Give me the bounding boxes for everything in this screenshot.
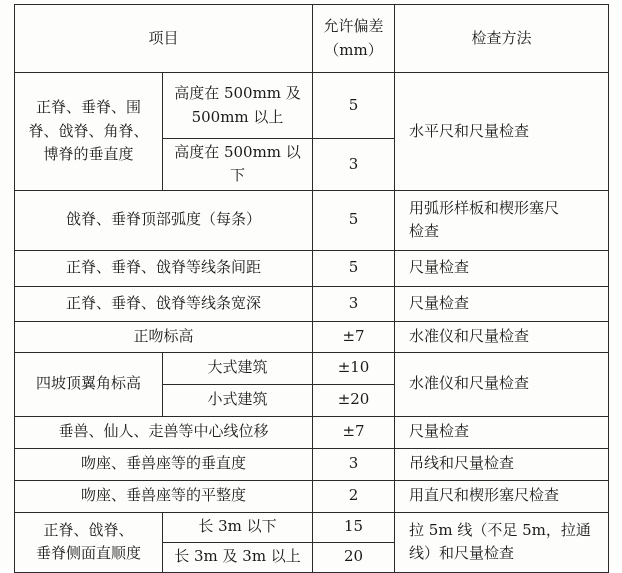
row-item: 正脊、垂脊、戗脊等线条间距 xyxy=(15,250,313,286)
row-method: 水准仪和尺量检查 xyxy=(395,352,609,416)
table-row xyxy=(15,416,609,448)
row-condition: 高度在 500mm 以下 xyxy=(163,139,313,191)
row-item: 正脊、垂脊、围 脊、戗脊、角脊、 博脊的垂直度 xyxy=(15,73,163,191)
row-item: 正脊、垂脊、戗脊等线条宽深 xyxy=(15,286,313,321)
row-method: 水平尺和尺量检查 xyxy=(395,73,609,191)
row-method: 用弧形样板和楔形塞尺 检查 xyxy=(395,190,609,250)
row-item: 吻座、垂兽座等的平整度 xyxy=(15,480,313,512)
row-tolerance: 3 xyxy=(313,448,395,480)
row-method: 水准仪和尺量检查 xyxy=(395,321,609,352)
row-method: 尺量检查 xyxy=(395,416,609,448)
row-item: 正脊、戗脊、 垂脊侧面直顺度 xyxy=(15,512,163,572)
header-method: 检查方法 xyxy=(395,5,609,73)
row-item: 垂兽、仙人、走兽等中心线位移 xyxy=(15,416,313,448)
row-method: 吊线和尺量检查 xyxy=(395,448,609,480)
table-row xyxy=(15,286,609,321)
row-tolerance: 5 xyxy=(313,190,395,250)
table-row xyxy=(15,448,609,480)
table-row xyxy=(15,480,609,512)
row-method: 尺量检查 xyxy=(395,286,609,321)
row-tolerance: ±10 xyxy=(313,352,395,384)
row-method: 用直尺和楔形塞尺检查 xyxy=(395,480,609,512)
row-tolerance: 5 xyxy=(313,250,395,286)
table-row xyxy=(15,250,609,286)
row-tolerance: ±7 xyxy=(313,321,395,352)
row-tolerance: 15 xyxy=(313,512,395,542)
row-item: 吻座、垂兽座等的垂直度 xyxy=(15,448,313,480)
row-tolerance: ±7 xyxy=(313,416,395,448)
row-tolerance: 20 xyxy=(313,542,395,572)
row-tolerance: 2 xyxy=(313,480,395,512)
table-row xyxy=(15,352,609,384)
table-row xyxy=(15,512,609,542)
row-item: 戗脊、垂脊顶部弧度（每条） xyxy=(15,190,313,250)
row-item: 正吻标高 xyxy=(15,321,313,352)
row-condition: 长 3m 以下 xyxy=(163,512,313,542)
row-condition: 长 3m 及 3m 以上 xyxy=(163,542,313,572)
header-item: 项目 xyxy=(15,5,313,73)
row-tolerance: ±20 xyxy=(313,384,395,416)
table-row xyxy=(15,190,609,250)
row-tolerance: 5 xyxy=(313,73,395,139)
row-item: 四坡顶翼角标高 xyxy=(15,352,163,416)
row-tolerance: 3 xyxy=(313,286,395,321)
tolerance-table xyxy=(14,4,609,573)
table-header-row xyxy=(15,5,609,73)
row-condition: 小式建筑 xyxy=(163,384,313,416)
row-method: 尺量检查 xyxy=(395,250,609,286)
row-condition: 高度在 500mm 及 500mm 以上 xyxy=(163,73,313,139)
row-condition: 大式建筑 xyxy=(163,352,313,384)
row-tolerance: 3 xyxy=(313,139,395,191)
row-method: 拉 5m 线（不足 5m，拉通 线）和尺量检查 xyxy=(395,512,609,572)
header-tolerance: 允许偏差 （mm） xyxy=(313,5,395,73)
table-row xyxy=(15,321,609,352)
table-row xyxy=(15,73,609,139)
